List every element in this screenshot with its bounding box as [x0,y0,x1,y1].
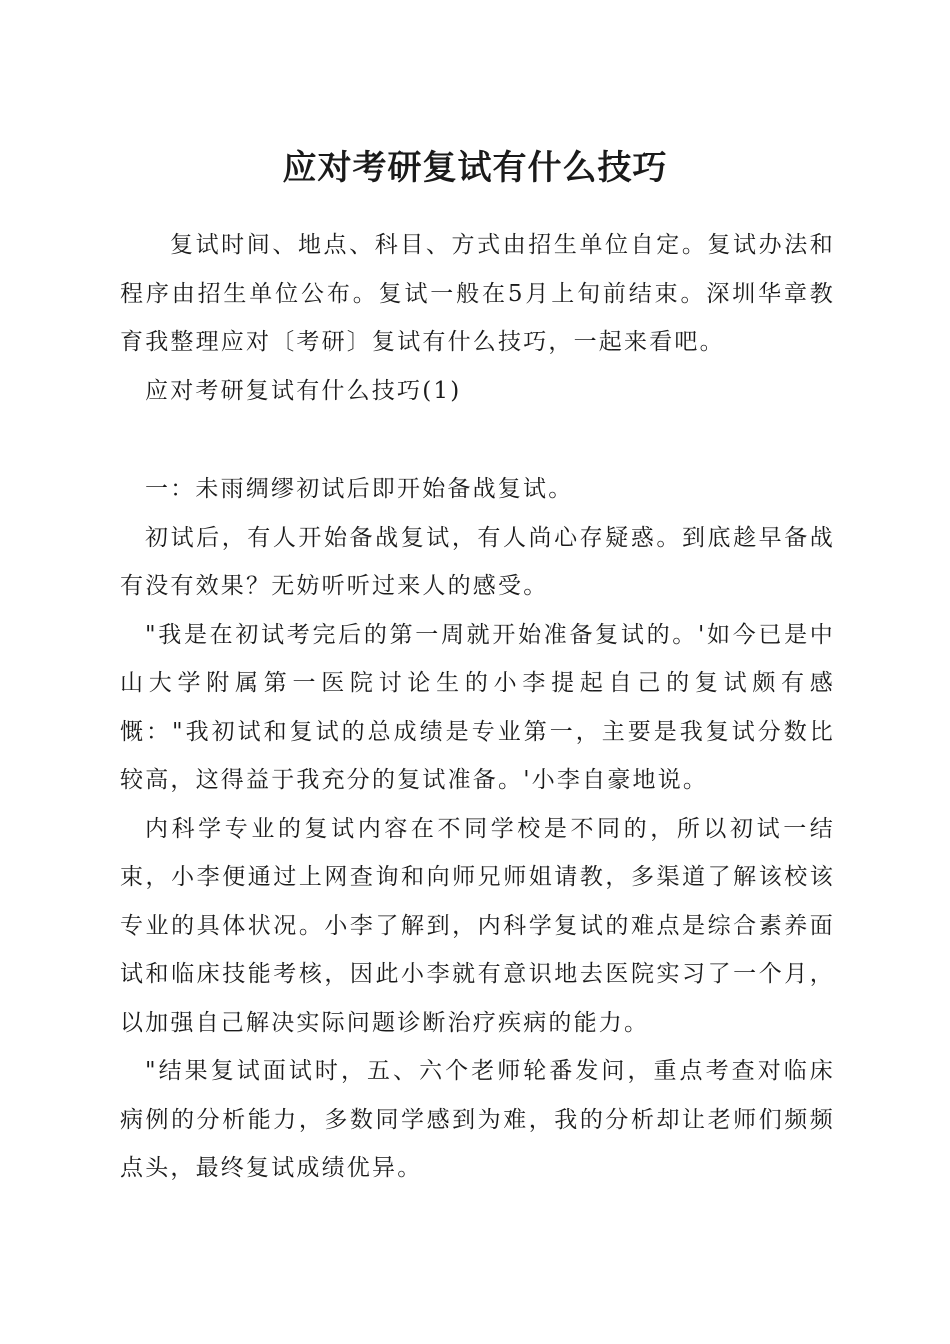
body-paragraph: "结果复试面试时，五、六个老师轮番发问，重点考查对临床病例的分析能力，多数同学感到为难，我的分析却让老师们频频点头，最终复试成绩优异。 [120,1058,835,1181]
intro-paragraph: 复试时间、地点、科目、方式由招生单位自定。复试办法和程序由招生单位公布。复试一般在5月上旬前结束。深圳华章教育我整理应对〔考研〕复试有什么技巧，一起来看吧。 [120,232,835,355]
body-paragraph: 内科学专业的复试内容在不同学校是不同的，所以初试一结束，小李便通过上网查询和向师兄师姐请教，多渠道了解该校该专业的具体状况。小李了解到，内科学复试的难点是综合素养面试和临床技能考核，因此小李就有意识地去医院实习了一个月，以加强自己解决实际问题诊断治疗疾病的能力。 [120,815,835,1036]
section-heading: 应对考研复试有什么技巧(1) [145,377,462,404]
subsection-heading: 一：未雨绸缪初试后即开始备战复试。 [145,476,574,502]
blank-gap [120,415,835,465]
document-body [120,221,835,1193]
body-paragraph: "我是在初试考完后的第一周就开始准备复试的。'如今已是中山大学附属第一医院讨论生的小李提起自己的复试颇有感慨："我初试和复试的总成绩是专业第一，主要是我复试分数比较高，这得益于我充分的复试准备。'小李自豪地说。 [120,621,835,793]
document-title: 应对考研复试有什么技巧 [282,148,668,188]
body-paragraph: 初试后，有人开始备战复试，有人尚心存疑惑。到底趁早备战有没有效果？无妨听听过来人的感受。 [120,524,835,599]
